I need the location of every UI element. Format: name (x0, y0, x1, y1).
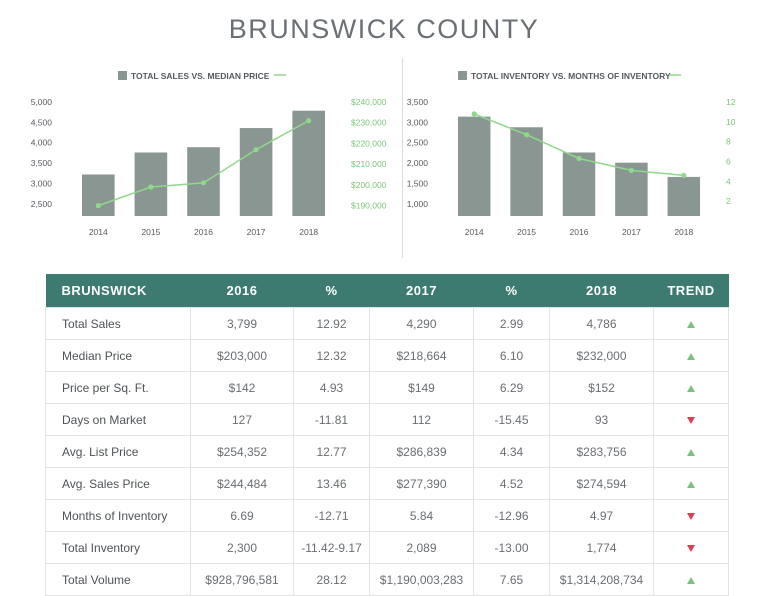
header-2016: 2016 (191, 274, 294, 308)
cell-trend (654, 372, 729, 404)
trend-down-icon (687, 513, 695, 520)
y-tick-label: 2,500 (406, 137, 428, 148)
cell-trend (654, 468, 729, 500)
cell-2018: 93 (550, 404, 654, 436)
table-header-row (46, 274, 729, 308)
cell-2018: 4.97 (550, 500, 654, 532)
table-row (46, 564, 729, 596)
y2-tick-label: 10 (726, 116, 736, 127)
cell-pct-1: 12.77 (294, 436, 370, 468)
row-label: Total Sales (46, 308, 191, 340)
line-point (254, 147, 259, 152)
line-point (576, 156, 581, 161)
bar (240, 128, 273, 216)
bar (563, 152, 595, 216)
cell-2016: 2,300 (191, 532, 294, 564)
cell-pct-2: -13.00 (474, 532, 550, 564)
row-label: Price per Sq. Ft. (46, 372, 191, 404)
cell-2016: $244,484 (191, 468, 294, 500)
cell-pct-2: 6.29 (474, 372, 550, 404)
legend-title: TOTAL INVENTORY VS. MONTHS OF INVENTORY (471, 71, 671, 81)
y-tick-label: 1,500 (406, 178, 428, 189)
line-point (524, 132, 529, 137)
cell-2016: 127 (191, 404, 294, 436)
cell-2017: 112 (370, 404, 474, 436)
y-tick-label: 2,500 (30, 198, 52, 209)
y2-tick-label: 8 (726, 136, 731, 147)
header-trend: TREND (654, 274, 729, 308)
table-row (46, 404, 729, 436)
bar (135, 152, 168, 216)
cell-pct-1: 12.32 (294, 340, 370, 372)
cell-trend (654, 436, 729, 468)
cell-2018: $274,594 (550, 468, 654, 500)
cell-trend (654, 340, 729, 372)
y-tick-label: 3,000 (30, 178, 52, 189)
y-tick-label: 4,000 (30, 137, 52, 148)
cell-pct-2: -12.96 (474, 500, 550, 532)
chart-sales-vs-price (20, 64, 400, 254)
y2-tick-label: 4 (726, 176, 731, 187)
cell-2018: 4,786 (550, 308, 654, 340)
x-tick-label: 2015 (141, 227, 161, 237)
table-row (46, 500, 729, 532)
table-body (46, 308, 729, 596)
x-tick-label: 2018 (674, 227, 694, 237)
header-pct-2: % (474, 274, 550, 308)
cell-pct-1: 28.12 (294, 564, 370, 596)
row-label: Avg. Sales Price (46, 468, 191, 500)
cell-pct-1: 13.46 (294, 468, 370, 500)
trend-down-icon (687, 417, 695, 424)
cell-pct-2: -15.45 (474, 404, 550, 436)
y-tick-label: 2,000 (406, 158, 428, 169)
header-2018: 2018 (550, 274, 654, 308)
cell-2017: $218,664 (370, 340, 474, 372)
x-tick-label: 2016 (194, 227, 213, 237)
cell-pct-2: 7.65 (474, 564, 550, 596)
table-row (46, 372, 729, 404)
header-pct-1: % (294, 274, 370, 308)
header-brunswick: BRUNSWICK (46, 274, 191, 308)
table-row (46, 468, 729, 500)
cell-2017: $286,839 (370, 436, 474, 468)
y2-tick-label: $240,000 (351, 97, 387, 107)
table-row (46, 532, 729, 564)
line-point (96, 203, 101, 208)
y2-tick-label: 12 (726, 97, 736, 107)
line-point (629, 168, 634, 173)
trend-up-icon (687, 321, 695, 328)
trend-up-icon (687, 577, 695, 584)
trend-up-icon (687, 385, 695, 392)
cell-pct-2: 6.10 (474, 340, 550, 372)
x-tick-label: 2016 (569, 227, 589, 237)
trend-up-icon (687, 449, 695, 456)
y2-tick-label: $210,000 (351, 159, 387, 170)
y2-tick-label: 6 (726, 156, 731, 167)
cell-2016: $203,000 (191, 340, 294, 372)
cell-2018: $152 (550, 372, 654, 404)
cell-2016: $928,796,581 (191, 564, 294, 596)
cell-2018: $1,314,208,734 (550, 564, 654, 596)
cell-2017: 2,089 (370, 532, 474, 564)
cell-pct-2: 4.52 (474, 468, 550, 500)
trend-up-icon (687, 353, 695, 360)
cell-trend (654, 404, 729, 436)
row-label: Avg. List Price (46, 436, 191, 468)
trend-up-icon (687, 481, 695, 488)
y-tick-label: 4,500 (30, 117, 52, 128)
bar (82, 174, 115, 216)
cell-2017: 5.84 (370, 500, 474, 532)
x-tick-label: 2017 (246, 227, 266, 237)
cell-trend (654, 564, 729, 596)
x-tick-label: 2018 (299, 227, 319, 237)
row-label: Total Inventory (46, 532, 191, 564)
cell-trend (654, 500, 729, 532)
table-row (46, 436, 729, 468)
line-point (201, 180, 206, 185)
y-tick-label: 5,000 (30, 97, 52, 107)
line-point (681, 173, 686, 178)
line-point (306, 118, 311, 123)
cell-pct-1: 4.93 (294, 372, 370, 404)
cell-2017: $149 (370, 372, 474, 404)
cell-trend (654, 532, 729, 564)
row-label: Median Price (46, 340, 191, 372)
y-tick-label: 3,500 (406, 97, 428, 107)
cell-pct-1: 12.92 (294, 308, 370, 340)
y2-tick-label: 2 (726, 196, 731, 207)
legend-bar-swatch (458, 71, 467, 80)
y2-tick-label: $200,000 (351, 179, 387, 190)
cell-2017: 4,290 (370, 308, 474, 340)
row-label: Months of Inventory (46, 500, 191, 532)
cell-pct-1: -11.81 (294, 404, 370, 436)
cell-2017: $1,190,003,283 (370, 564, 474, 596)
y2-tick-label: $220,000 (351, 138, 387, 149)
cell-2017: $277,390 (370, 468, 474, 500)
row-label: Days on Market (46, 404, 191, 436)
bar (458, 117, 490, 216)
x-tick-label: 2015 (517, 227, 537, 237)
cell-2018: $232,000 (550, 340, 654, 372)
y-tick-label: 1,000 (406, 198, 428, 209)
y2-tick-label: $230,000 (351, 117, 387, 128)
cell-2016: 6.69 (191, 500, 294, 532)
chart-inventory-vs-months (404, 64, 754, 254)
row-label: Total Volume (46, 564, 191, 596)
x-tick-label: 2014 (88, 227, 108, 237)
legend-bar-swatch (118, 71, 127, 80)
table-row (46, 340, 729, 372)
x-tick-label: 2014 (464, 227, 484, 237)
line-point (148, 184, 153, 189)
cell-2018: 1,774 (550, 532, 654, 564)
x-tick-label: 2017 (621, 227, 641, 237)
cell-pct-2: 4.34 (474, 436, 550, 468)
cell-2016: 3,799 (191, 308, 294, 340)
cell-pct-2: 2.99 (474, 308, 550, 340)
cell-trend (654, 308, 729, 340)
y2-tick-label: $190,000 (351, 200, 387, 211)
stats-table (45, 274, 729, 596)
chart-divider (402, 58, 403, 258)
table-row (46, 308, 729, 340)
legend-title: TOTAL SALES VS. MEDIAN PRICE (131, 71, 270, 81)
y-tick-label: 3,000 (406, 117, 428, 128)
cell-2016: $254,352 (191, 436, 294, 468)
bar (668, 177, 700, 216)
page-title: BRUNSWICK COUNTY (228, 14, 540, 44)
cell-pct-1: -12.71 (294, 500, 370, 532)
stats-table-container (45, 274, 728, 596)
cell-2018: $283,756 (550, 436, 654, 468)
y-tick-label: 3,500 (30, 158, 52, 169)
cell-2016: $142 (191, 372, 294, 404)
trend-down-icon (687, 545, 695, 552)
cell-pct-1: -11.42-9.17 (294, 532, 370, 564)
header-2017: 2017 (370, 274, 474, 308)
line-point (472, 111, 477, 116)
